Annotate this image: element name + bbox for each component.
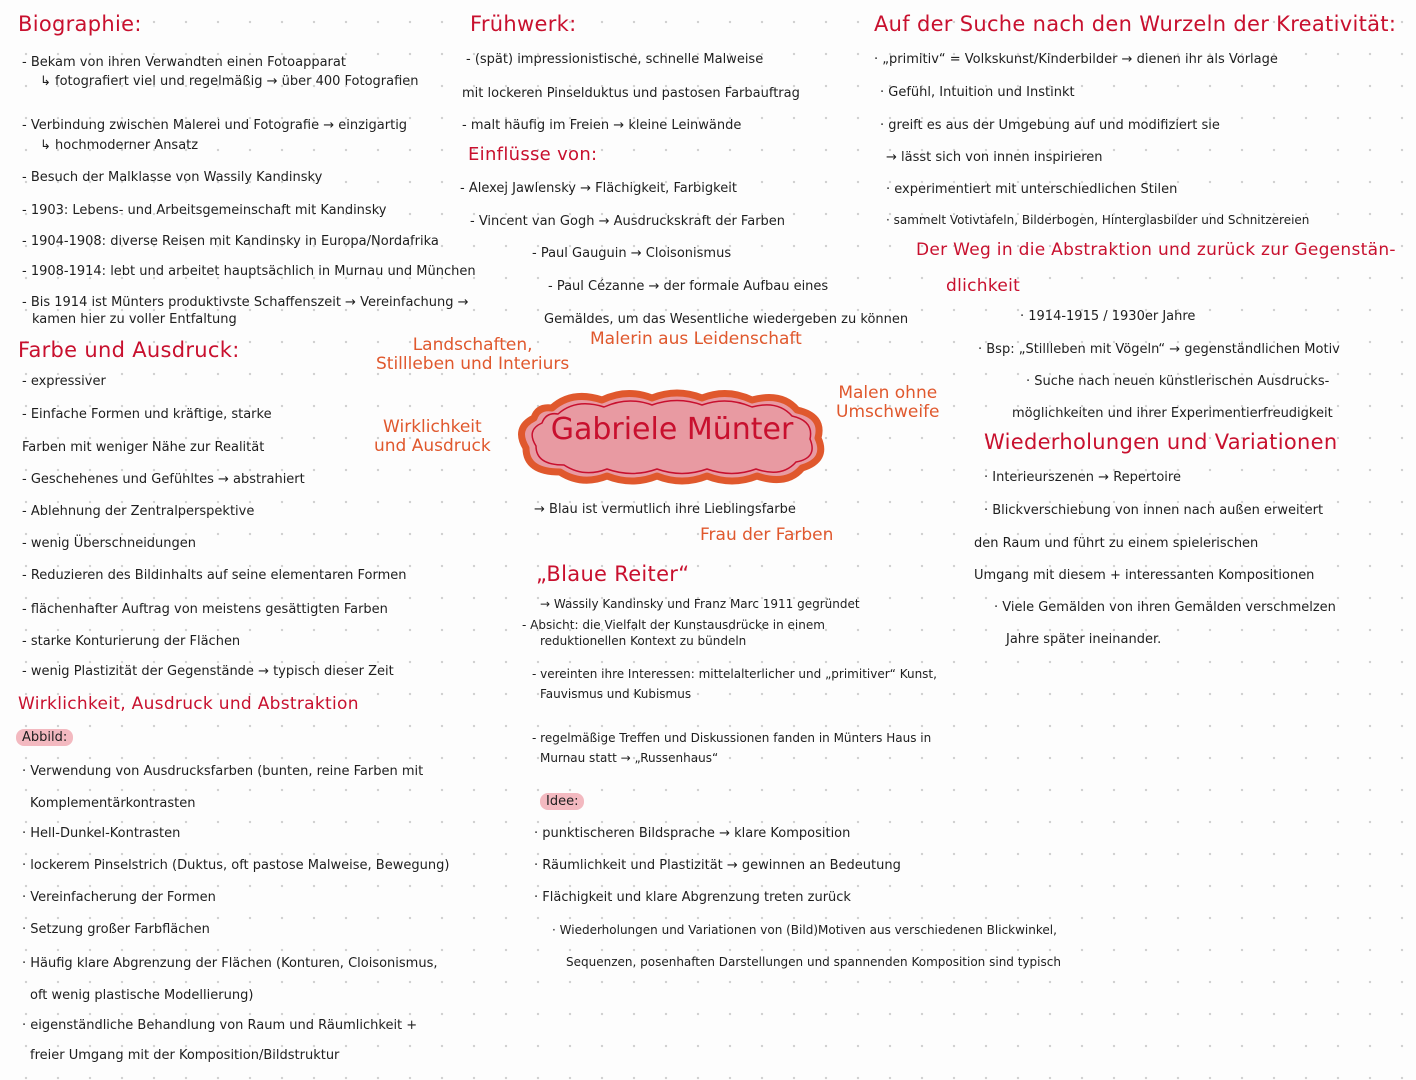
label-wirklichkeit-line2: und Ausdruck [374, 436, 491, 456]
bio-line: - 1904-1908: diverse Reisen mit Kandinsky in Europa/Nordafrika [22, 234, 439, 249]
heading-wirklichkeit-ausdruck-abstraktion: Wirklichkeit, Ausdruck und Abstraktion [18, 694, 359, 714]
abbild-line: Komplementärkontrasten [30, 796, 196, 811]
heading-wurzeln-kreativitaet: Auf der Suche nach den Wurzeln der Kreativität: [874, 12, 1397, 36]
heading-wiederholungen: Wiederholungen und Variationen [984, 430, 1338, 454]
farbe-line: - flächenhafter Auftrag von meistens gesättigten Farben [22, 602, 388, 617]
bio-line: - 1903: Lebens- und Arbeitsgemeinschaft mit Kandinsky [22, 203, 387, 218]
abstraktion-line: · Suche nach neuen künstlerischen Ausdrucks- [1026, 374, 1330, 389]
wurzeln-line: · greift es aus der Umgebung auf und modifiziert sie [880, 118, 1220, 133]
farbe-line: - expressiver [22, 374, 106, 389]
fruehwerk-line: - malt häufig im Freien → kleine Leinwände [462, 118, 742, 133]
blaue-reiter-line: - vereinten ihre Interessen: mittelalterlicher und „primitiver“ Kunst, [532, 667, 937, 681]
blaue-reiter-line: Fauvismus und Kubismus [540, 687, 692, 701]
farbe-line: Farben mit weniger Nähe zur Realität [22, 440, 265, 455]
wurzeln-line: · „primitiv“ = Volkskunst/Kinderbilder → dienen ihr als Vorlage [874, 52, 1278, 67]
wurzeln-line: · sammelt Votivtafeln, Bilderbogen, Hinterglasbilder und Schnitzereien [886, 213, 1310, 227]
einfluss-line: Gemäldes, um das Wesentliche wiedergeben zu können [544, 312, 909, 327]
abbild-line: · Vereinfacherung der Formen [22, 890, 216, 905]
farbe-line: - wenig Überschneidungen [22, 536, 197, 551]
heading-fruehwerk: Frühwerk: [470, 12, 577, 36]
blau-line: → Blau ist vermutlich ihre Lieblingsfarbe [534, 502, 796, 517]
bio-line: kamen hier zu voller Entfaltung [32, 312, 237, 327]
einfluss-line: - Vincent van Gogh → Ausdruckskraft der Farben [470, 214, 786, 229]
blaue-reiter-line: - regelmäßige Treffen und Diskussionen fanden in Münters Haus in [532, 731, 932, 745]
abbild-line: · eigenständliche Behandlung von Raum und Räumlichkeit + [22, 1018, 418, 1033]
abbild-line: · Setzung großer Farbflächen [22, 922, 210, 937]
einfluss-line: - Alexej Jawlensky → Flächigkeit, Farbigkeit [460, 181, 737, 196]
heading-einfluesse: Einflüsse von: [468, 144, 598, 165]
label-landschaften-line1: Landschaften, [412, 335, 533, 355]
abstraktion-line: · Bsp: „Stillleben mit Vögeln“ → gegenständlichen Motiv [978, 342, 1340, 357]
blaue-reiter-line: → Wassily Kandinsky und Franz Marc 1911 gegründet [540, 597, 860, 611]
label-wirklichkeit-line1: Wirklichkeit [383, 417, 482, 437]
farbe-line: - Ablehnung der Zentralperspektive [22, 504, 255, 519]
bio-line: - Bis 1914 ist Münters produktivste Schaffenszeit → Vereinfachung → [22, 295, 469, 310]
abbild-line: · lockerem Pinselstrich (Duktus, oft pastose Malweise, Bewegung) [22, 858, 450, 873]
abbild-line: oft wenig plastische Modellierung) [30, 988, 254, 1003]
farbe-line: - starke Konturierung der Flächen [22, 634, 241, 649]
bio-line: - 1908-1914: lebt und arbeitet hauptsächlich in Murnau und München [22, 264, 476, 279]
wiederholungen-line: den Raum und führt zu einem spielerischen [974, 536, 1259, 551]
blaue-reiter-line: Murnau statt → „Russenhaus“ [540, 751, 719, 765]
fruehwerk-line: - (spät) impressionistische, schnelle Malweise [466, 52, 764, 67]
wiederholungen-line: · Viele Gemälden von ihren Gemälden verschmelzen [994, 600, 1336, 615]
einfluss-line: - Paul Cézanne → der formale Aufbau eines [548, 279, 829, 294]
farbe-line: - Reduzieren des Bildinhalts auf seine elementaren Formen [22, 568, 407, 583]
wurzeln-line: · Gefühl, Intuition und Instinkt [880, 85, 1075, 100]
blaue-reiter-line: - Absicht: die Vielfalt der Kunstausdrücke in einem [522, 618, 825, 632]
wiederholungen-line: Jahre später ineinander. [1006, 632, 1162, 647]
tag-abbild: Abbild: [16, 729, 73, 746]
center-title: Gabriele Münter [550, 412, 794, 447]
wiederholungen-line: · Blickverschiebung von innen nach außen erweitert [984, 503, 1324, 518]
bio-line: ↳ hochmoderner Ansatz [40, 138, 199, 153]
idee-line: · Wiederholungen und Variationen von (Bild)Motiven aus verschiedenen Blickwinkel, [552, 923, 1057, 937]
label-landschaften [376, 336, 569, 374]
label-malen-line2: Umschweife [836, 402, 940, 422]
abbild-line: freier Umgang mit der Komposition/Bildstruktur [30, 1048, 340, 1063]
blaue-reiter-line: reduktionellen Kontext zu bündeln [540, 634, 747, 648]
label-wirklichkeit-und-ausdruck [374, 418, 491, 456]
wiederholungen-line: · Interieurszenen → Repertoire [984, 470, 1181, 485]
heading-weg-abstraktion: Der Weg in die Abstraktion und zurück zur Gegenstän- [916, 240, 1396, 260]
abstraktion-line: · 1914-1915 / 1930er Jahre [1020, 309, 1196, 324]
wurzeln-line: · experimentiert mit unterschiedlichen Stilen [886, 182, 1178, 197]
bio-line: - Besuch der Malklasse von Wassily Kandinsky [22, 170, 323, 185]
label-landschaften-line2: Stillleben und Interiurs [376, 354, 570, 374]
idee-line: Sequenzen, posenhaften Darstellungen und spannenden Komposition sind typisch [566, 955, 1061, 969]
idee-line: · Räumlichkeit und Plastizität → gewinnen an Bedeutung [534, 858, 901, 873]
idee-line: · punktischeren Bildsprache → klare Komposition [534, 826, 851, 841]
heading-weg-abstraktion-cont: dlichkeit [946, 276, 1021, 296]
label-malen-ohne-umschweife [836, 384, 940, 422]
label-malerin-aus-leidenschaft: Malerin aus Leidenschaft [590, 329, 802, 349]
heading-biographie: Biographie: [18, 12, 142, 36]
abbild-line: · Verwendung von Ausdrucksfarben (bunten, reine Farben mit [22, 764, 424, 779]
heading-farbe-ausdruck: Farbe und Ausdruck: [18, 338, 240, 362]
wurzeln-line: → lässt sich von innen inspirieren [886, 150, 1103, 165]
bio-line: - Verbindung zwischen Malerei und Fotografie → einzigartig [22, 118, 408, 133]
tag-idee: Idee: [540, 793, 584, 810]
label-malen-line1: Malen ohne [838, 383, 938, 403]
label-frau-der-farben: Frau der Farben [700, 525, 834, 545]
abbild-line: · Hell-Dunkel-Kontrasten [22, 826, 181, 841]
farbe-line: - wenig Plastizität der Gegenstände → typisch dieser Zeit [22, 664, 394, 679]
farbe-line: - Geschehenes und Gefühltes → abstrahiert [22, 472, 305, 487]
farbe-line: - Einfache Formen und kräftige, starke [22, 407, 272, 422]
abstraktion-line: möglichkeiten und ihrer Experimentierfreudigkeit [1012, 406, 1333, 421]
abbild-line: · Häufig klare Abgrenzung der Flächen (Konturen, Cloisonismus, [22, 956, 438, 971]
wiederholungen-line: Umgang mit diesem + interessanten Kompositionen [974, 568, 1315, 583]
idee-line: · Flächigkeit und klare Abgrenzung treten zurück [534, 890, 851, 905]
bio-line: ↳ fotografiert viel und regelmäßig → über 400 Fotografien [40, 74, 419, 89]
heading-blaue-reiter: „Blaue Reiter“ [536, 562, 690, 586]
bio-line: - Bekam von ihren Verwandten einen Fotoapparat [22, 55, 346, 70]
einfluss-line: - Paul Gauguin → Cloisonismus [532, 246, 732, 261]
fruehwerk-line: mit lockeren Pinselduktus und pastosen Farbauftrag [462, 86, 800, 101]
